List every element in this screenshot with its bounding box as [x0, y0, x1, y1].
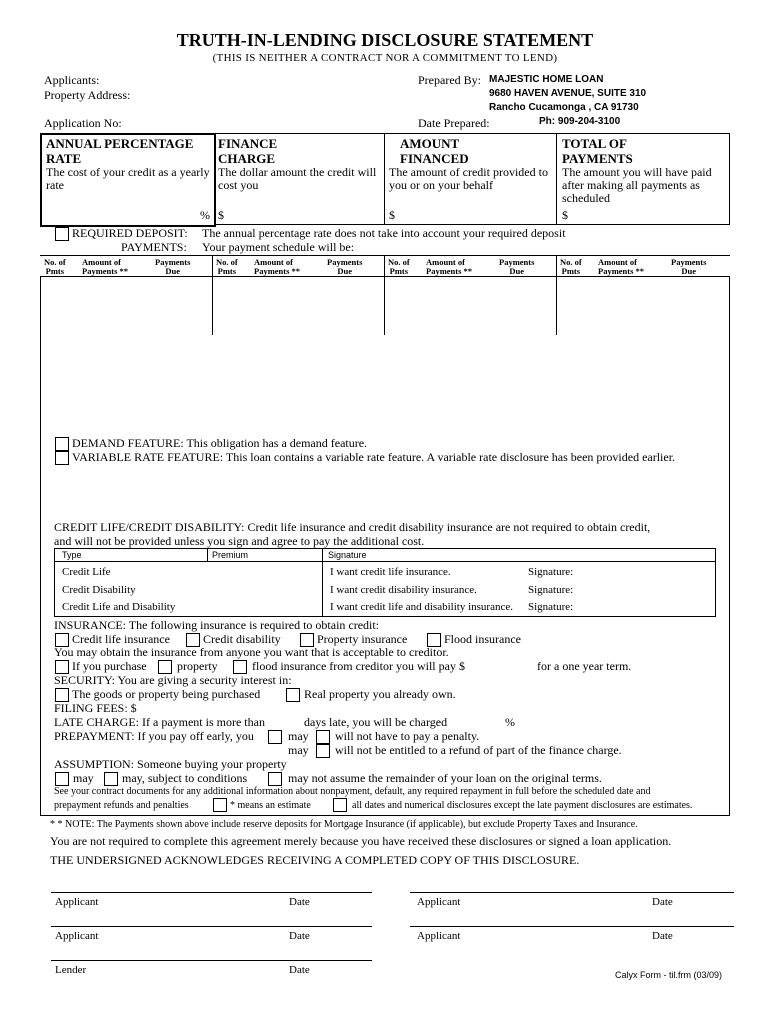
apr-percent-symbol: %	[200, 208, 210, 222]
lender-address-2: Rancho Cucamonga , CA 91730	[489, 102, 639, 113]
date-prepared-label: Date Prepared:	[418, 116, 490, 130]
credit-life-ins-label: Credit life insurance	[72, 632, 170, 646]
row-want: I want credit disability insurance.	[330, 584, 477, 596]
schedule-col-amount: Amount of Payments **	[598, 257, 645, 276]
total-payments-desc-1: The amount you will have paid	[562, 165, 712, 179]
row-signature[interactable]: Signature:	[528, 584, 574, 596]
filing-fees: FILING FEES: $	[54, 701, 137, 715]
credit-life-line-2: and will not be provided unless you sign and agree to pay the additional cost.	[54, 534, 425, 548]
schedule-col-due: Payments Due	[671, 257, 707, 276]
no-refund-text: will not be entitled to a refund of part of the finance charge.	[335, 743, 622, 757]
payments-label: PAYMENTS:	[121, 240, 187, 254]
schedule-col-due: Payments Due	[327, 257, 363, 276]
apr-title-2: RATE	[46, 151, 82, 166]
all-dates-text: all dates and numerical disclosures except the late payment disclosures are estimates.	[352, 800, 693, 811]
prepay-may-2: may	[288, 743, 309, 757]
real-property-checkbox[interactable]	[286, 688, 300, 702]
schedule-col-due: Payments Due	[155, 257, 191, 276]
payments-note: * * NOTE: The Payments shown above include reserve deposits for Mortgage Insurance (if applicable), but exclude Property Taxes and Insurance.	[50, 819, 638, 830]
one-year-term-text: for a one year term.	[537, 659, 632, 673]
finance-charge-title-2: CHARGE	[218, 151, 276, 166]
prepay-penalty-checkbox[interactable]	[268, 730, 282, 744]
total-payments-desc-2: after making all payments as	[562, 178, 700, 192]
goods-property-checkbox[interactable]	[55, 688, 69, 702]
assumption-subject-checkbox[interactable]	[104, 772, 118, 786]
see-contract-text-2: prepayment refunds and penalties	[54, 800, 189, 811]
finance-charge-title-1: FINANCE	[218, 136, 278, 151]
coapplicant-date-label[interactable]: Date	[652, 930, 673, 942]
row-signature[interactable]: Signature:	[528, 601, 574, 613]
acknowledge-text: THE UNDERSIGNED ACKNOWLEDGES RECEIVING A COMPLETED COPY OF THIS DISCLOSURE.	[50, 853, 580, 867]
schedule-col-no-pmts: No. of Pmts	[560, 257, 582, 276]
schedule-col-amount: Amount of Payments **	[426, 257, 473, 276]
finance-charge-desc-2: cost you	[218, 178, 259, 192]
no-penalty-text: will not have to pay a penalty.	[335, 729, 480, 743]
assumption-not-checkbox[interactable]	[268, 772, 282, 786]
finance-charge-desc-1: The dollar amount the credit will	[218, 165, 377, 179]
credit-life-line-1: CREDIT LIFE/CREDIT DISABILITY: Credit life insurance and credit disability insurance are not required to obtain credit,	[54, 520, 651, 534]
applicant-date-label[interactable]: Date	[289, 896, 310, 908]
late-charge-text-1: LATE CHARGE: If a payment is more than	[54, 715, 265, 729]
col-signature: Signature	[328, 550, 367, 560]
purchase-flood-checkbox[interactable]	[233, 660, 247, 674]
not-required-text: You are not required to complete this agreement merely because you have received these disclosures or signed a loan application.	[50, 834, 672, 848]
total-payments-dollar: $	[562, 208, 568, 222]
purchase-property-checkbox[interactable]	[158, 660, 172, 674]
apr-title-1: ANNUAL PERCENTAGE	[46, 136, 194, 151]
applicants-label: Applicants:	[44, 73, 100, 87]
flood-from-creditor-text: flood insurance from creditor you will pay $	[252, 659, 465, 673]
col-type: Type	[62, 550, 82, 560]
prepayment-text: PREPAYMENT: If you pay off early, you	[54, 729, 254, 743]
amount-financed-desc-1: The amount of credit provided to	[389, 165, 548, 179]
lender-phone: Ph: 909-204-3100	[539, 116, 621, 127]
application-no-label: Application No:	[44, 116, 122, 130]
security-intro: SECURITY: You are giving a security interest in:	[54, 673, 292, 687]
assumption-subject-label: may, subject to conditions	[122, 771, 248, 785]
credit-disability-label: Credit disability	[203, 632, 281, 646]
lender-date-label[interactable]: Date	[289, 964, 310, 976]
variable-rate-checkbox[interactable]	[55, 451, 69, 465]
insurance-intro: INSURANCE: The following insurance is required to obtain credit:	[54, 618, 380, 632]
row-signature[interactable]: Signature:	[528, 566, 574, 578]
late-charge-percent: %	[505, 715, 515, 729]
prepay-may-1: may	[288, 729, 309, 743]
demand-feature-checkbox[interactable]	[55, 437, 69, 451]
amount-financed-desc-2: you or on your behalf	[389, 178, 493, 192]
amount-financed-title-1: AMOUNT	[400, 136, 460, 151]
if-purchase-label: If you purchase	[72, 659, 147, 673]
assumption-intro: ASSUMPTION: Someone buying your property	[54, 757, 287, 771]
schedule-col-no-pmts: No. of Pmts	[44, 257, 66, 276]
late-charge-text-2: days late, you will be charged	[304, 715, 448, 729]
required-deposit-checkbox[interactable]	[55, 227, 69, 241]
prepay-refund-checkbox[interactable]	[316, 744, 330, 758]
col-premium: Premium	[212, 550, 249, 560]
see-contract-text-1: See your contract documents for any additional information about nonpayment, default, any required repayment in full before the scheduled date and	[54, 786, 651, 797]
purchase-property-label: property	[177, 659, 218, 673]
property-address-label: Property Address:	[44, 88, 131, 102]
form-id: Calyx Form - til.frm (03/09)	[615, 970, 723, 980]
total-payments-title-1: TOTAL OF	[562, 136, 627, 151]
assumption-not-label: may not assume the remainder of your loan on the original terms.	[288, 771, 602, 785]
assumption-may-checkbox[interactable]	[55, 772, 69, 786]
total-payments-title-2: PAYMENTS	[562, 151, 633, 166]
schedule-col-no-pmts: No. of Pmts	[388, 257, 410, 276]
required-deposit-text: The annual percentage rate does not take into account your required deposit	[202, 226, 566, 240]
required-deposit-label: REQUIRED DEPOSIT:	[72, 226, 188, 240]
row-want: I want credit life and disability insurance.	[330, 601, 513, 613]
all-dates-checkbox[interactable]	[333, 798, 347, 812]
apr-desc-1: The cost of your credit as a yearly	[46, 165, 210, 179]
row-type: Credit Life	[62, 566, 111, 578]
schedule-col-amount: Amount of Payments **	[82, 257, 129, 276]
apr-desc-2: rate	[46, 178, 64, 192]
goods-property-label: The goods or property being purchased	[72, 687, 261, 701]
applicant-date-label[interactable]: Date	[289, 930, 310, 942]
schedule-col-due: Payments Due	[499, 257, 535, 276]
lender-sig-label[interactable]: Lender	[55, 964, 87, 976]
schedule-col-no-pmts: No. of Pmts	[216, 257, 238, 276]
demand-feature-text: DEMAND FEATURE: This obligation has a demand feature.	[72, 436, 368, 450]
row-type: Credit Disability	[62, 584, 136, 596]
row-want: I want credit life insurance.	[330, 566, 451, 578]
property-insurance-label: Property insurance	[317, 632, 408, 646]
lender-name: MAJESTIC HOME LOAN	[489, 74, 604, 85]
if-purchase-checkbox[interactable]	[55, 660, 69, 674]
amount-financed-dollar: $	[389, 208, 395, 222]
prepay-penalty-not-checkbox[interactable]	[316, 730, 330, 744]
lender-address-1: 9680 HAVEN AVENUE, SUITE 310	[489, 88, 647, 99]
finance-charge-dollar: $	[218, 208, 224, 222]
coapplicant-date-label[interactable]: Date	[652, 896, 673, 908]
form-subtitle: (THIS IS NEITHER A CONTRACT NOR A COMMITMENT TO LEND)	[212, 52, 558, 64]
prepared-by-label: Prepared By:	[418, 73, 481, 87]
estimate-checkbox[interactable]	[213, 798, 227, 812]
assumption-may-label: may	[73, 771, 94, 785]
form-title: TRUTH-IN-LENDING DISCLOSURE STATEMENT	[176, 30, 594, 50]
total-payments-desc-3: scheduled	[562, 191, 610, 205]
insurance-obtain-text: You may obtain the insurance from anyone you want that is acceptable to creditor.	[54, 645, 449, 659]
applicant-sig-label[interactable]: Applicant	[55, 930, 99, 942]
payments-text: Your payment schedule will be:	[202, 240, 355, 254]
estimate-text: * means an estimate	[230, 800, 311, 811]
applicant-sig-label[interactable]: Applicant	[55, 896, 99, 908]
amount-financed-title-2: FINANCED	[400, 151, 469, 166]
coapplicant-sig-label[interactable]: Applicant	[417, 930, 461, 942]
variable-rate-text: VARIABLE RATE FEATURE: This loan contains a variable rate feature. A variable rate disclosure has been provided earlier.	[72, 450, 676, 464]
row-type: Credit Life and Disability	[62, 601, 176, 613]
flood-insurance-label: Flood insurance	[444, 632, 521, 646]
coapplicant-sig-label[interactable]: Applicant	[417, 896, 461, 908]
real-property-label: Real property you already own.	[304, 687, 456, 701]
schedule-col-amount: Amount of Payments **	[254, 257, 301, 276]
